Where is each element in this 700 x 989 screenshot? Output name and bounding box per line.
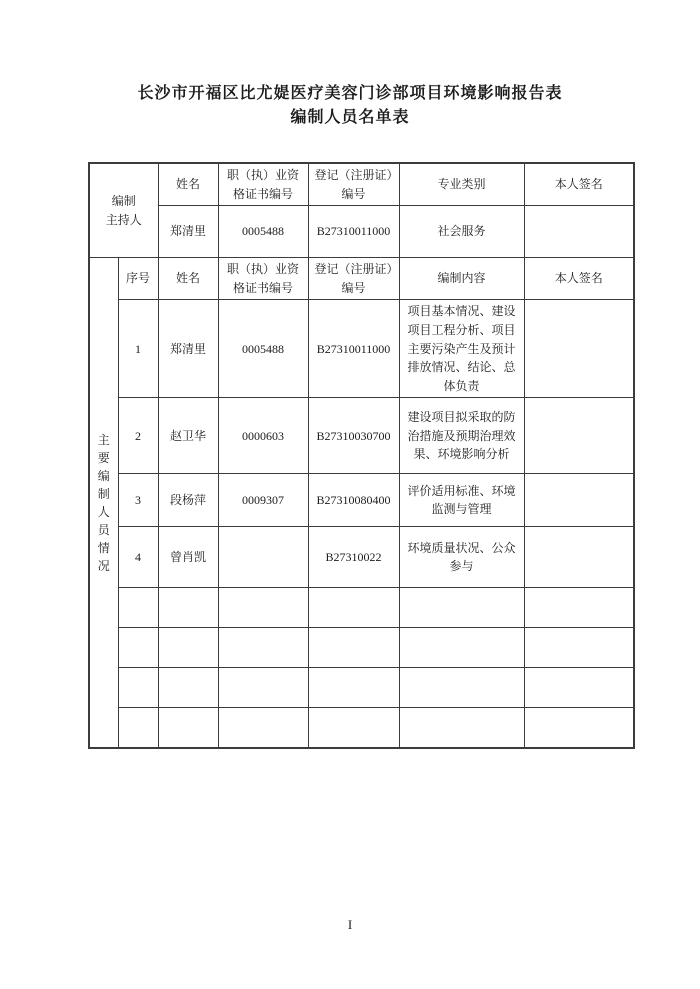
staff-row-1 <box>89 300 634 398</box>
empty-row-2 <box>89 628 634 668</box>
empty-cell <box>524 588 634 628</box>
chief-header-row <box>89 163 634 206</box>
empty-cell <box>158 668 218 708</box>
staff-1-name: 郑清里 <box>158 300 218 398</box>
chief-header-cert-no: 职（执）业资格证书编号 <box>218 163 308 206</box>
empty-cell <box>399 588 524 628</box>
empty-cell <box>218 668 308 708</box>
staff-header-name: 姓名 <box>158 258 218 300</box>
staff-3-content: 评价适用标准、环境监测与管理 <box>399 474 524 527</box>
staff-2-name: 赵卫华 <box>158 398 218 474</box>
page-number: I <box>347 917 353 932</box>
staff-3-cert-no: 0009307 <box>218 474 308 527</box>
staff-row-4 <box>89 527 634 588</box>
chief-header-name: 姓名 <box>158 163 218 206</box>
empty-cell <box>524 668 634 708</box>
chief-header-reg-no: 登记（注册证）编号 <box>308 163 399 206</box>
empty-cell <box>118 668 158 708</box>
staff-3-name: 段杨萍 <box>158 474 218 527</box>
empty-cell <box>308 628 399 668</box>
empty-cell <box>218 708 308 748</box>
staff-1-content: 项目基本情况、建设项目工程分析、项目主要污染产生及预计排放情况、结论、总体负责 <box>399 300 524 398</box>
staff-2-cert-no: 0000603 <box>218 398 308 474</box>
empty-cell <box>308 708 399 748</box>
staff-1-cert-no: 0005488 <box>218 300 308 398</box>
empty-cell <box>308 588 399 628</box>
staff-4-no: 4 <box>118 527 158 588</box>
staff-header-cert-no: 职（执）业资格证书编号 <box>218 258 308 300</box>
empty-cell <box>158 588 218 628</box>
empty-row-1 <box>89 588 634 628</box>
staff-3-reg-no: B27310080400 <box>308 474 399 527</box>
chief-header-signature: 本人签名 <box>524 163 634 206</box>
empty-cell <box>158 628 218 668</box>
personnel-table <box>88 162 635 749</box>
staff-header-row <box>89 258 634 300</box>
chief-group-label-cell <box>89 163 158 258</box>
staff-3-signature-cell <box>524 474 634 527</box>
empty-cell <box>524 708 634 748</box>
staff-header-reg-no: 登记（注册证）编号 <box>308 258 399 300</box>
staff-header-content: 编制内容 <box>399 258 524 300</box>
chief-group-label-line2: 主持人 <box>105 212 142 227</box>
staff-2-reg-no: B27310030700 <box>308 398 399 474</box>
staff-2-signature-cell <box>524 398 634 474</box>
document-subtitle: 编制人员名单表 <box>290 109 410 126</box>
staff-header-no: 序号 <box>118 258 158 300</box>
staff-1-signature-cell <box>524 300 634 398</box>
staff-group-label-cell <box>89 258 118 748</box>
staff-2-content: 建设项目拟采取的防治措施及预期治理效果、环境影响分析 <box>399 398 524 474</box>
empty-cell <box>118 708 158 748</box>
document-title: 长沙市开福区比尤媞医疗美容门诊部项目环境影响报告表 <box>137 85 563 102</box>
empty-cell <box>399 708 524 748</box>
empty-cell <box>399 628 524 668</box>
empty-cell <box>118 628 158 668</box>
staff-4-content: 环境质量状况、公众参与 <box>399 527 524 588</box>
chief-name: 郑清里 <box>158 206 218 258</box>
staff-2-no: 2 <box>118 398 158 474</box>
chief-data-row <box>89 206 634 258</box>
empty-cell <box>158 708 218 748</box>
chief-reg-no: B27310011000 <box>308 206 399 258</box>
staff-1-reg-no: B27310011000 <box>308 300 399 398</box>
chief-cert-no: 0005488 <box>218 206 308 258</box>
staff-row-2 <box>89 398 634 474</box>
chief-header-specialty: 专业类别 <box>399 163 524 206</box>
staff-4-cert-no <box>218 527 308 588</box>
empty-cell <box>218 588 308 628</box>
empty-cell <box>118 588 158 628</box>
empty-row-3 <box>89 668 634 708</box>
chief-specialty: 社会服务 <box>399 206 524 258</box>
empty-cell <box>399 668 524 708</box>
staff-3-no: 3 <box>118 474 158 527</box>
empty-cell <box>218 628 308 668</box>
empty-row-4 <box>89 708 634 748</box>
empty-cell <box>524 628 634 668</box>
staff-group-label: 主要编制人员情况 <box>97 432 110 573</box>
staff-row-3 <box>89 474 634 527</box>
empty-cell <box>308 668 399 708</box>
staff-4-reg-no: B27310022 <box>308 527 399 588</box>
staff-4-name: 曾肖凯 <box>158 527 218 588</box>
staff-4-signature-cell <box>524 527 634 588</box>
staff-1-no: 1 <box>118 300 158 398</box>
chief-signature-cell <box>524 206 634 258</box>
chief-group-label-line1: 编制 <box>111 193 136 208</box>
staff-header-signature: 本人签名 <box>524 258 634 300</box>
